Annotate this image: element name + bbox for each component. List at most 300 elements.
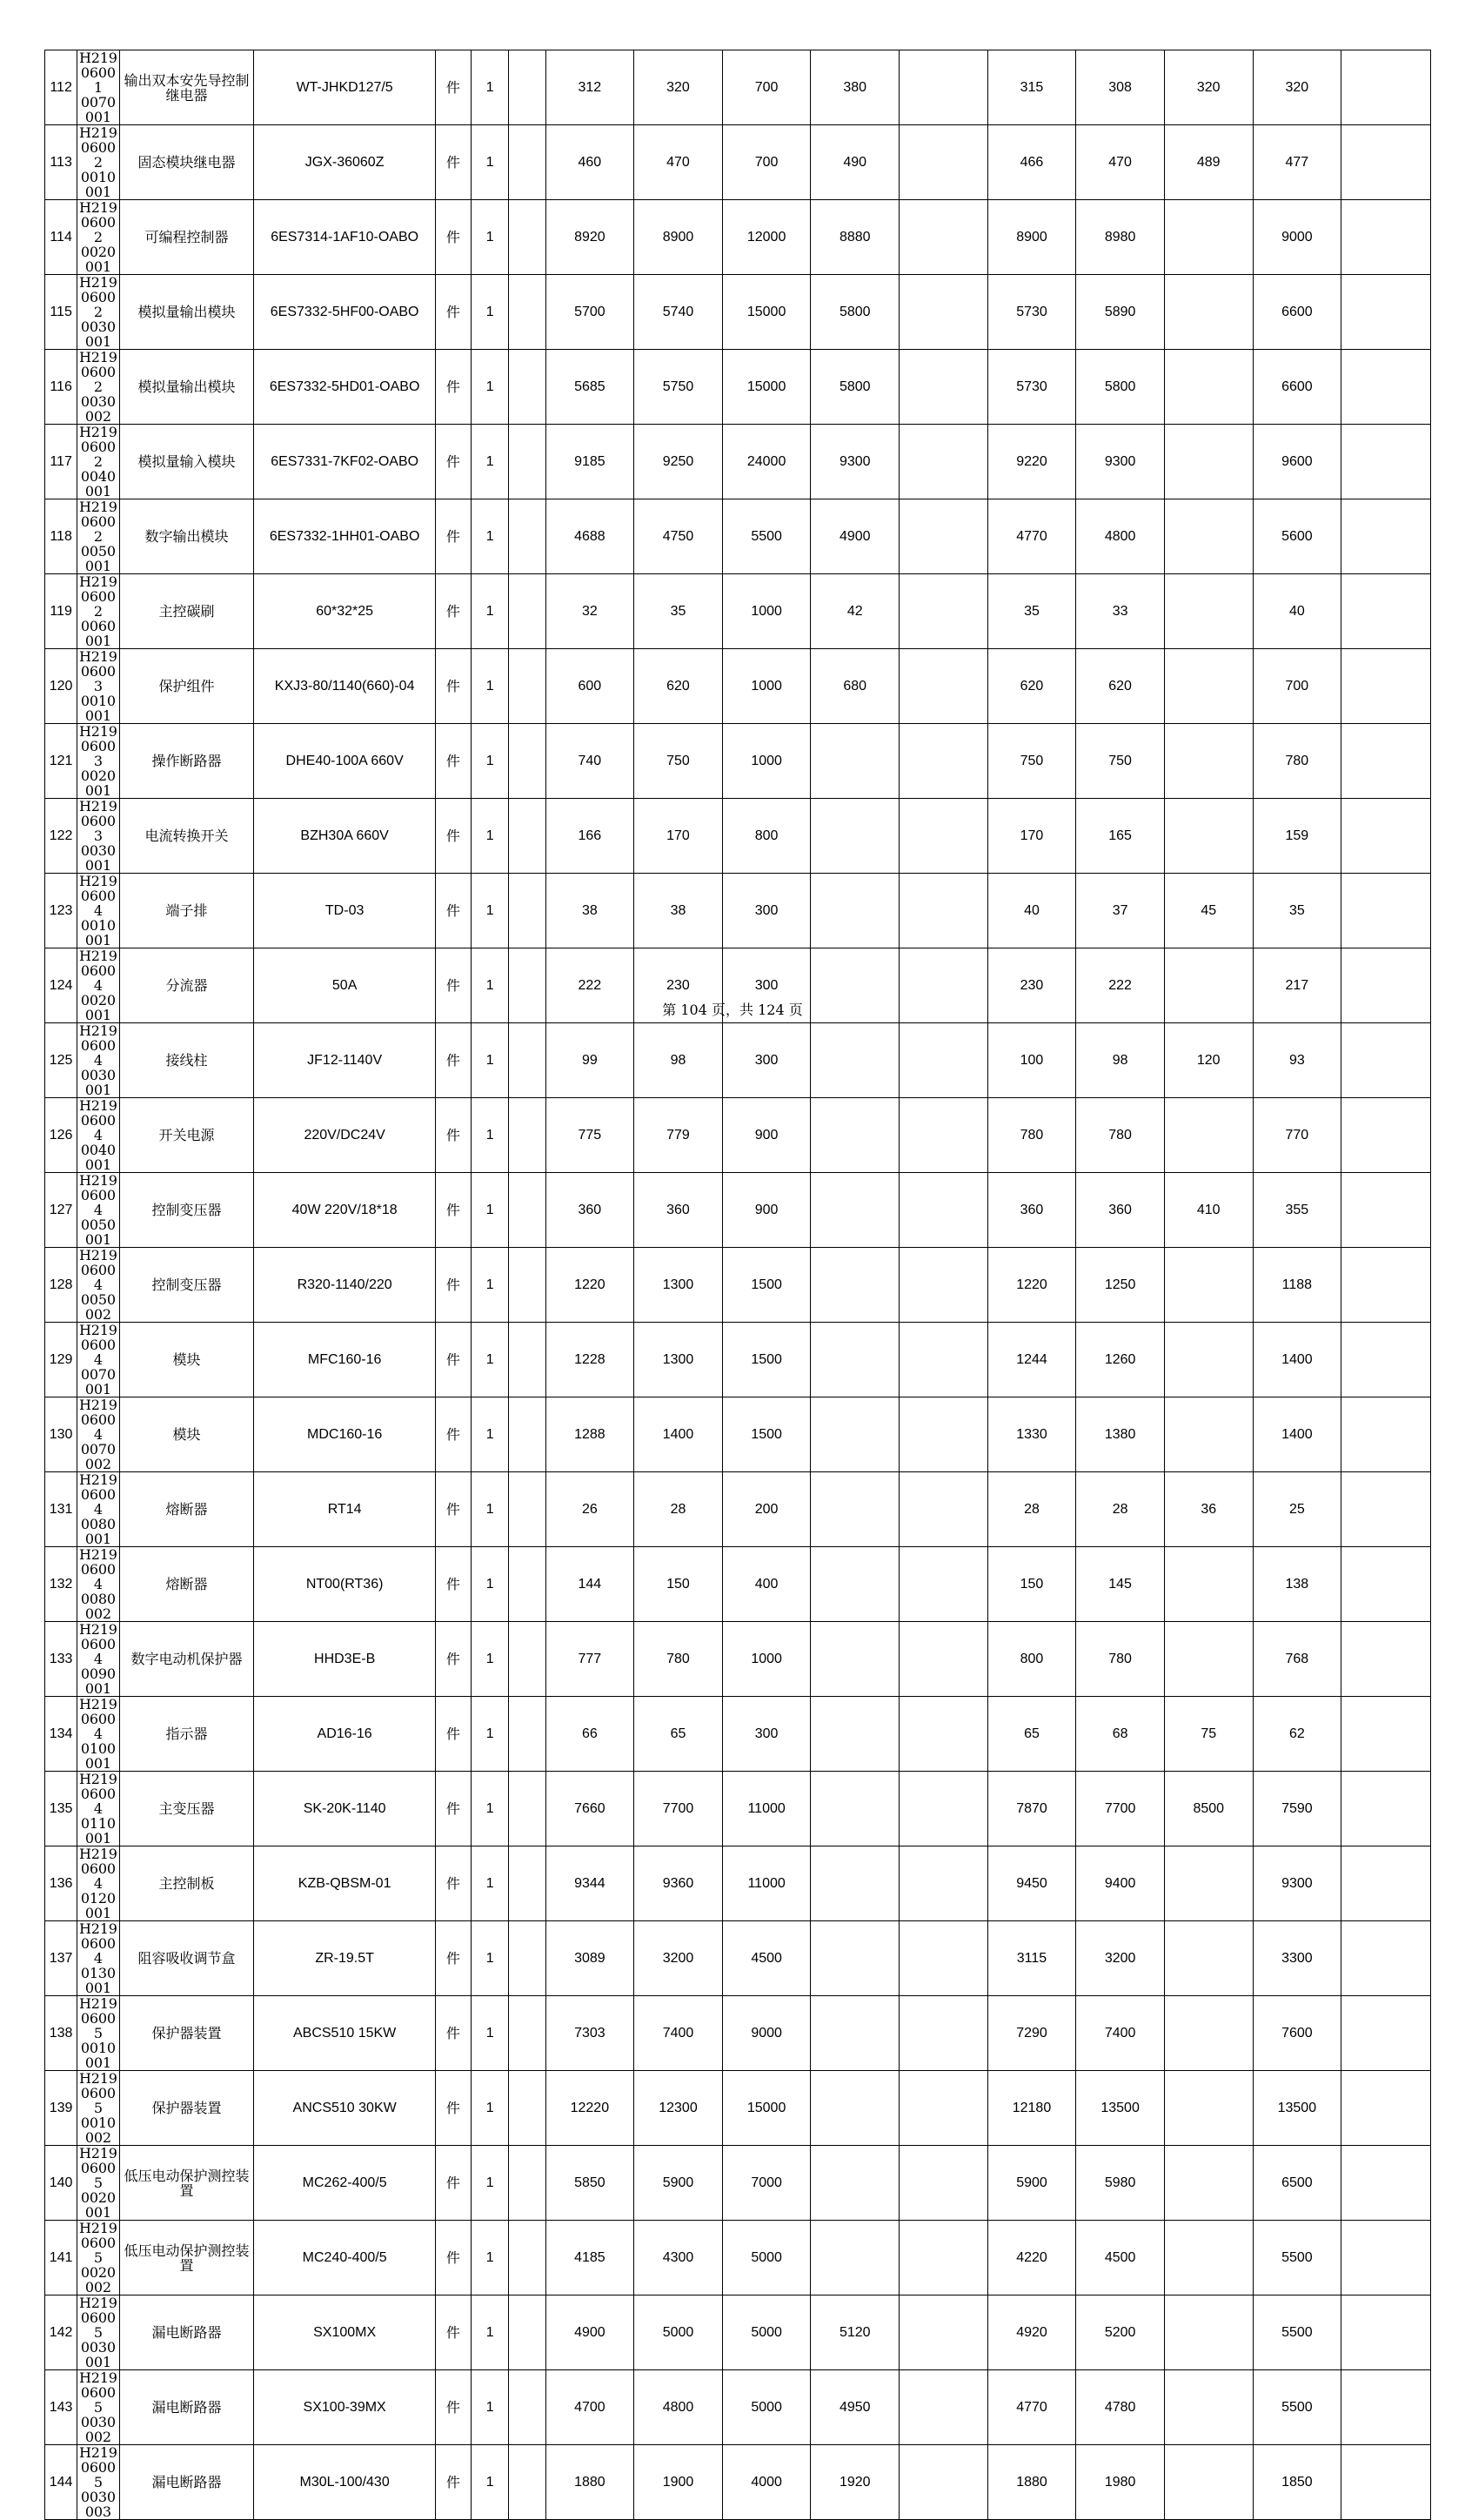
- price-cell: 5600: [1253, 499, 1341, 574]
- blank-cell: [509, 275, 545, 350]
- price-cell: [1164, 1323, 1253, 1397]
- price-cell: [900, 1397, 988, 1472]
- price-cell: [811, 1397, 900, 1472]
- material-code-part: H21906004: [79, 1397, 117, 1443]
- material-code-part: 0030002: [80, 2414, 116, 2445]
- price-cell: 800: [722, 799, 811, 874]
- price-cell: 4500: [1076, 2221, 1165, 2295]
- material-code-part: H21906002: [79, 124, 117, 171]
- price-cell: 35: [987, 574, 1076, 649]
- price-cell: 7303: [545, 1996, 634, 2071]
- material-code-part: 0050001: [80, 1216, 116, 1248]
- unit: 件: [435, 2071, 471, 2146]
- price-cell: 1880: [987, 2445, 1076, 2520]
- price-cell: 8880: [811, 200, 900, 275]
- price-cell: [1341, 1547, 1431, 1622]
- price-cell: 4920: [987, 2295, 1076, 2370]
- price-cell: 800: [987, 1622, 1076, 1697]
- row-number: 130: [45, 1397, 77, 1472]
- material-code-part: 0010001: [80, 917, 116, 948]
- price-cell: [1164, 200, 1253, 275]
- price-cell: 4300: [634, 2221, 723, 2295]
- price-cell: 9300: [1076, 425, 1165, 499]
- item-name: 保护器装置: [119, 2071, 254, 2146]
- price-cell: 5000: [722, 2295, 811, 2370]
- row-number: 126: [45, 1098, 77, 1173]
- price-cell: [900, 1173, 988, 1248]
- price-cell: [1164, 649, 1253, 724]
- table-row: [45, 425, 1431, 499]
- table-row: [45, 1772, 1431, 1846]
- material-code-part: H21906002: [79, 349, 117, 395]
- material-code-part: H21906005: [79, 2369, 117, 2416]
- model-spec: MC240-400/5: [254, 2221, 435, 2295]
- material-code-part: 0020001: [80, 992, 116, 1023]
- price-cell: [900, 799, 988, 874]
- price-cell: 779: [634, 1098, 723, 1173]
- quantity: 1: [472, 1397, 509, 1472]
- price-cell: [811, 1023, 900, 1098]
- quantity: 1: [472, 2146, 509, 2221]
- price-cell: 3089: [545, 1921, 634, 1996]
- blank-cell: [509, 1173, 545, 1248]
- material-code-part: 0080002: [80, 1591, 116, 1622]
- material-code: [77, 2221, 119, 2295]
- price-cell: 40: [1253, 574, 1341, 649]
- price-cell: 144: [545, 1547, 634, 1622]
- price-cell: 7870: [987, 1772, 1076, 1846]
- item-name: 主控制板: [119, 1846, 254, 1921]
- item-name: 模块: [119, 1397, 254, 1472]
- price-cell: 98: [1076, 1023, 1165, 1098]
- price-cell: 25: [1253, 1472, 1341, 1547]
- price-cell: 28: [634, 1472, 723, 1547]
- price-cell: 3115: [987, 1921, 1076, 1996]
- material-code: [77, 1472, 119, 1547]
- price-cell: [1341, 1023, 1431, 1098]
- price-cell: [1341, 350, 1431, 425]
- quantity: 1: [472, 1547, 509, 1622]
- table-row: [45, 1173, 1431, 1248]
- price-cell: [1341, 275, 1431, 350]
- model-spec: 6ES7332-5HD01-OABO: [254, 350, 435, 425]
- price-cell: 740: [545, 724, 634, 799]
- model-spec: ANCS510 30KW: [254, 2071, 435, 2146]
- price-cell: 5750: [634, 350, 723, 425]
- price-cell: 38: [545, 874, 634, 948]
- price-cell: 9000: [1253, 200, 1341, 275]
- price-cell: 4688: [545, 499, 634, 574]
- material-code: [77, 649, 119, 724]
- price-cell: 308: [1076, 50, 1165, 125]
- price-cell: [1341, 574, 1431, 649]
- table-row: [45, 724, 1431, 799]
- material-code: [77, 2370, 119, 2445]
- quantity: 1: [472, 1248, 509, 1323]
- row-number: 132: [45, 1547, 77, 1622]
- price-cell: 1380: [1076, 1397, 1165, 1472]
- price-cell: 15000: [722, 350, 811, 425]
- unit: 件: [435, 200, 471, 275]
- quantity: 1: [472, 200, 509, 275]
- model-spec: ZR-19.5T: [254, 1921, 435, 1996]
- price-cell: 7700: [634, 1772, 723, 1846]
- material-code-part: H21906005: [79, 2145, 117, 2191]
- unit: 件: [435, 1323, 471, 1397]
- table-row: [45, 799, 1431, 874]
- price-cell: 170: [987, 799, 1076, 874]
- price-cell: 1188: [1253, 1248, 1341, 1323]
- price-cell: [1341, 1622, 1431, 1697]
- price-table: [44, 50, 1431, 2520]
- model-spec: AD16-16: [254, 1697, 435, 1772]
- price-cell: 150: [634, 1547, 723, 1622]
- price-cell: 320: [1164, 50, 1253, 125]
- price-cell: [900, 1846, 988, 1921]
- material-code: [77, 1772, 119, 1846]
- row-number: 112: [45, 50, 77, 125]
- material-code: [77, 1996, 119, 2071]
- price-cell: 5500: [1253, 2370, 1341, 2445]
- price-cell: 5000: [634, 2295, 723, 2370]
- price-cell: 6600: [1253, 350, 1341, 425]
- price-cell: [811, 1697, 900, 1772]
- table-row: [45, 649, 1431, 724]
- unit: 件: [435, 1098, 471, 1173]
- blank-cell: [509, 1098, 545, 1173]
- price-cell: 1400: [634, 1397, 723, 1472]
- quantity: 1: [472, 1921, 509, 1996]
- material-code-part: H21906001: [79, 50, 117, 96]
- blank-cell: [509, 2295, 545, 2370]
- price-cell: [811, 2146, 900, 2221]
- material-code-part: H21906004: [79, 1247, 117, 1293]
- price-cell: [1341, 2370, 1431, 2445]
- blank-cell: [509, 350, 545, 425]
- blank-cell: [509, 574, 545, 649]
- price-cell: 8900: [987, 200, 1076, 275]
- material-code: [77, 2071, 119, 2146]
- price-cell: 38: [634, 874, 723, 948]
- price-cell: 4500: [722, 1921, 811, 1996]
- price-cell: 3200: [634, 1921, 723, 1996]
- price-cell: 380: [811, 50, 900, 125]
- price-cell: 4800: [1076, 499, 1165, 574]
- price-cell: 5500: [1253, 2295, 1341, 2370]
- material-code-part: 0040001: [80, 468, 116, 499]
- price-cell: 7000: [722, 2146, 811, 2221]
- item-name: 模拟量输入模块: [119, 425, 254, 499]
- model-spec: SX100-39MX: [254, 2370, 435, 2445]
- material-code-part: 0030002: [80, 393, 116, 425]
- unit: 件: [435, 2370, 471, 2445]
- item-name: 漏电断路器: [119, 2445, 254, 2520]
- price-cell: [1164, 574, 1253, 649]
- price-cell: 5730: [987, 350, 1076, 425]
- price-cell: 780: [634, 1622, 723, 1697]
- price-cell: 15000: [722, 2071, 811, 2146]
- price-cell: 9400: [1076, 1846, 1165, 1921]
- price-cell: 37: [1076, 874, 1165, 948]
- model-spec: SX100MX: [254, 2295, 435, 2370]
- material-code: [77, 1397, 119, 1472]
- price-cell: 775: [545, 1098, 634, 1173]
- table-row: [45, 2146, 1431, 2221]
- price-cell: [1164, 275, 1253, 350]
- blank-cell: [509, 2146, 545, 2221]
- price-cell: 28: [1076, 1472, 1165, 1547]
- blank-cell: [509, 1472, 545, 1547]
- item-name: 漏电断路器: [119, 2295, 254, 2370]
- price-cell: [811, 724, 900, 799]
- price-cell: [1341, 1697, 1431, 1772]
- row-number: 118: [45, 499, 77, 574]
- price-cell: 62: [1253, 1697, 1341, 1772]
- price-cell: 12300: [634, 2071, 723, 2146]
- blank-cell: [509, 125, 545, 200]
- price-cell: 410: [1164, 1173, 1253, 1248]
- price-cell: 4900: [811, 499, 900, 574]
- price-cell: [1164, 724, 1253, 799]
- price-cell: [1341, 1996, 1431, 2071]
- price-cell: 1980: [1076, 2445, 1165, 2520]
- price-cell: 9185: [545, 425, 634, 499]
- price-cell: 700: [1253, 649, 1341, 724]
- price-cell: 620: [987, 649, 1076, 724]
- price-cell: [900, 200, 988, 275]
- price-cell: 1330: [987, 1397, 1076, 1472]
- price-cell: [1341, 1397, 1431, 1472]
- price-cell: 1500: [722, 1397, 811, 1472]
- table-row: [45, 350, 1431, 425]
- price-cell: 5500: [722, 499, 811, 574]
- material-code-part: 0030003: [80, 2489, 116, 2520]
- price-cell: [1341, 1472, 1431, 1547]
- blank-cell: [509, 1772, 545, 1846]
- quantity: 1: [472, 2370, 509, 2445]
- row-number: 125: [45, 1023, 77, 1098]
- row-number: 138: [45, 1996, 77, 2071]
- price-cell: 7400: [1076, 1996, 1165, 2071]
- price-cell: 6600: [1253, 275, 1341, 350]
- model-spec: ABCS510 15KW: [254, 1996, 435, 2071]
- price-cell: [1341, 2295, 1431, 2370]
- price-cell: 36: [1164, 1472, 1253, 1547]
- price-cell: 200: [722, 1472, 811, 1547]
- material-code-part: 0030001: [80, 1067, 116, 1098]
- price-cell: 26: [545, 1472, 634, 1547]
- price-cell: 777: [545, 1622, 634, 1697]
- price-cell: 145: [1076, 1547, 1165, 1622]
- price-cell: [900, 499, 988, 574]
- price-cell: 32: [545, 574, 634, 649]
- price-cell: 15000: [722, 275, 811, 350]
- price-cell: 780: [1253, 724, 1341, 799]
- blank-cell: [509, 1248, 545, 1323]
- unit: 件: [435, 1397, 471, 1472]
- price-cell: 5120: [811, 2295, 900, 2370]
- material-code: [77, 1921, 119, 1996]
- material-code: [77, 350, 119, 425]
- unit: 件: [435, 874, 471, 948]
- price-cell: 65: [634, 1697, 723, 1772]
- material-code: [77, 2295, 119, 2370]
- item-name: 指示器: [119, 1697, 254, 1772]
- price-cell: [1164, 2221, 1253, 2295]
- quantity: 1: [472, 499, 509, 574]
- unit: 件: [435, 275, 471, 350]
- table-row: [45, 2071, 1431, 2146]
- unit: 件: [435, 2221, 471, 2295]
- row-number: 143: [45, 2370, 77, 2445]
- price-cell: [811, 1772, 900, 1846]
- material-code-part: H21906004: [79, 1172, 117, 1218]
- material-code-part: 0070001: [80, 1366, 116, 1397]
- item-name: 模块: [119, 1323, 254, 1397]
- price-cell: 6500: [1253, 2146, 1341, 2221]
- price-cell: [1341, 425, 1431, 499]
- model-spec: 50A: [254, 948, 435, 1023]
- material-code-part: H21906004: [79, 1546, 117, 1592]
- price-cell: 9450: [987, 1846, 1076, 1921]
- price-cell: 230: [634, 948, 723, 1023]
- material-code: [77, 1248, 119, 1323]
- price-cell: 5800: [1076, 350, 1165, 425]
- table-row: [45, 1323, 1431, 1397]
- quantity: 1: [472, 1846, 509, 1921]
- price-cell: [1341, 125, 1431, 200]
- price-cell: 360: [987, 1173, 1076, 1248]
- price-cell: [900, 1098, 988, 1173]
- material-code-part: H21906004: [79, 1097, 117, 1143]
- price-cell: 12180: [987, 2071, 1076, 2146]
- price-cell: [1164, 1996, 1253, 2071]
- price-cell: 300: [722, 948, 811, 1023]
- material-code-part: 0020001: [80, 2189, 116, 2221]
- price-cell: [811, 1323, 900, 1397]
- model-spec: MDC160-16: [254, 1397, 435, 1472]
- material-code-part: H21906002: [79, 274, 117, 320]
- unit: 件: [435, 1996, 471, 2071]
- price-cell: [811, 874, 900, 948]
- price-cell: [811, 1098, 900, 1173]
- price-cell: [811, 1547, 900, 1622]
- row-number: 124: [45, 948, 77, 1023]
- row-number: 137: [45, 1921, 77, 1996]
- material-code-part: H21906004: [79, 873, 117, 919]
- price-cell: [1164, 1098, 1253, 1173]
- unit: 件: [435, 50, 471, 125]
- item-name: 输出双本安先导控制继电器: [119, 50, 254, 125]
- material-code: [77, 275, 119, 350]
- model-spec: MFC160-16: [254, 1323, 435, 1397]
- blank-cell: [509, 1547, 545, 1622]
- row-number: 134: [45, 1697, 77, 1772]
- quantity: 1: [472, 125, 509, 200]
- price-cell: 5900: [634, 2146, 723, 2221]
- row-number: 119: [45, 574, 77, 649]
- row-number: 113: [45, 125, 77, 200]
- item-name: 电流转换开关: [119, 799, 254, 874]
- unit: 件: [435, 1023, 471, 1098]
- price-cell: [900, 574, 988, 649]
- row-number: 139: [45, 2071, 77, 2146]
- price-cell: [1164, 2370, 1253, 2445]
- blank-cell: [509, 2370, 545, 2445]
- material-code-part: H21906005: [79, 2295, 117, 2341]
- price-cell: 1260: [1076, 1323, 1165, 1397]
- quantity: 1: [472, 1996, 509, 2071]
- price-cell: 1500: [722, 1323, 811, 1397]
- material-code-part: 0010001: [80, 169, 116, 200]
- price-cell: [1341, 1173, 1431, 1248]
- price-cell: [1164, 499, 1253, 574]
- quantity: 1: [472, 1697, 509, 1772]
- price-cell: 5500: [1253, 2221, 1341, 2295]
- material-code-part: 0120001: [80, 1890, 116, 1921]
- blank-cell: [509, 1697, 545, 1772]
- price-cell: 5850: [545, 2146, 634, 2221]
- price-cell: 1000: [722, 724, 811, 799]
- price-cell: 35: [1253, 874, 1341, 948]
- price-cell: 1400: [1253, 1397, 1341, 1472]
- price-cell: [900, 1772, 988, 1846]
- table-row: [45, 1023, 1431, 1098]
- price-cell: 11000: [722, 1846, 811, 1921]
- item-name: 可编程控制器: [119, 200, 254, 275]
- material-code: [77, 799, 119, 874]
- price-cell: 4780: [1076, 2370, 1165, 2445]
- price-cell: 45: [1164, 874, 1253, 948]
- item-name: 主变压器: [119, 1772, 254, 1846]
- table-row: [45, 874, 1431, 948]
- price-cell: 360: [634, 1173, 723, 1248]
- price-cell: [811, 1622, 900, 1697]
- price-cell: 28: [987, 1472, 1076, 1547]
- price-cell: [811, 1846, 900, 1921]
- quantity: 1: [472, 50, 509, 125]
- price-cell: 1244: [987, 1323, 1076, 1397]
- item-name: 数字电动机保护器: [119, 1622, 254, 1697]
- material-code-part: 0010001: [80, 693, 116, 724]
- table-row: [45, 2370, 1431, 2445]
- price-cell: [811, 1248, 900, 1323]
- table-row: [45, 2295, 1431, 2370]
- price-cell: 4770: [987, 499, 1076, 574]
- material-code-part: H21906005: [79, 2070, 117, 2116]
- price-cell: [811, 1472, 900, 1547]
- material-code: [77, 1547, 119, 1622]
- price-cell: 66: [545, 1697, 634, 1772]
- quantity: 1: [472, 275, 509, 350]
- material-code: [77, 1323, 119, 1397]
- row-number: 127: [45, 1173, 77, 1248]
- blank-cell: [509, 2221, 545, 2295]
- row-number: 131: [45, 1472, 77, 1547]
- model-spec: DHE40-100A 660V: [254, 724, 435, 799]
- material-code: [77, 724, 119, 799]
- table-row: [45, 50, 1431, 125]
- item-name: 数字输出模块: [119, 499, 254, 574]
- price-cell: 4750: [634, 499, 723, 574]
- row-number: 133: [45, 1622, 77, 1697]
- price-cell: 5730: [987, 275, 1076, 350]
- unit: 件: [435, 1921, 471, 1996]
- blank-cell: [509, 1323, 545, 1397]
- material-code: [77, 1697, 119, 1772]
- model-spec: JGX-36060Z: [254, 125, 435, 200]
- item-name: 模拟量输出模块: [119, 275, 254, 350]
